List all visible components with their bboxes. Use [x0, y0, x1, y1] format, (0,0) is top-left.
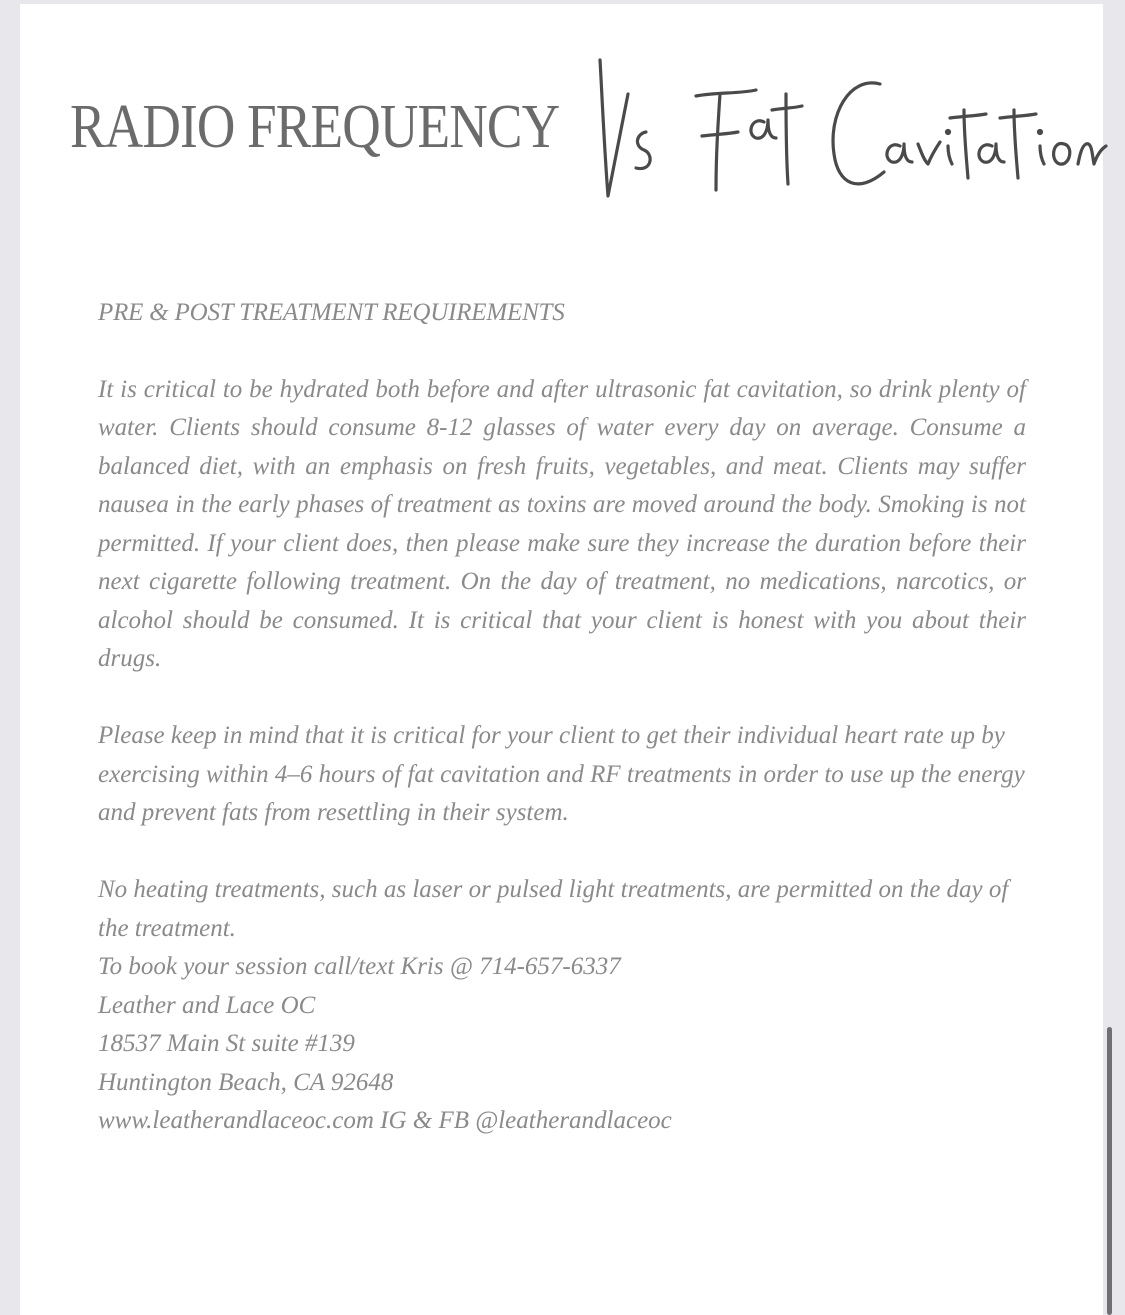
vertical-scrollbar[interactable]	[1107, 1027, 1112, 1315]
business-name: Leather and Lace OC	[98, 991, 316, 1019]
web-social-line: www.leatherandlaceoc.com IG & FB @leatherandlaceoc	[98, 1107, 672, 1134]
title-script-text: Vs Fat Cavitation	[588, 54, 597, 55]
section-heading: PRE & POST TREATMENT REQUIREMENTS	[98, 299, 565, 326]
paragraph-exercise: Please keep in mind that it is critical for your client to get their individual heart rate up by exercising within 4–6 hours of fat cavitation and RF treatments in order to use up the energy and prevent fats from resettling in their system.	[98, 722, 1025, 826]
document-body	[98, 294, 1026, 1141]
document-page	[20, 4, 1103, 1315]
address-street: 18537 Main St suite #139	[98, 1030, 355, 1057]
paragraph-hydration: It is critical to be hydrated both before and after ultrasonic fat cavitation, so drink plenty of water. Clients should consume 8-12 glasses of water every day on average. Consume a balanced diet, with an emphasis on fresh fruits, vegetables, and meat. Clients may suffer nausea in the early phases of treatment as toxins are moved around the body. Smoking is not permitted. If your client does, then please make sure they increase the duration before their next cigarette following treatment. On the day of treatment, no medications, narcotics, or alcohol should be consumed. It is critical that your client is honest with you about their drugs.	[98, 375, 1026, 672]
title-serif-text: RADIO FREQUENCY	[70, 93, 560, 161]
booking-line: To book your session call/text Kris @ 714-657-6337	[98, 953, 621, 980]
notice-heating: No heating treatments, such as laser or pulsed light treatments, are permitted on the day of the treatment.	[98, 876, 1009, 942]
title-script-lettering	[588, 54, 1108, 214]
address-city: Huntington Beach, CA 92648	[98, 1068, 394, 1096]
